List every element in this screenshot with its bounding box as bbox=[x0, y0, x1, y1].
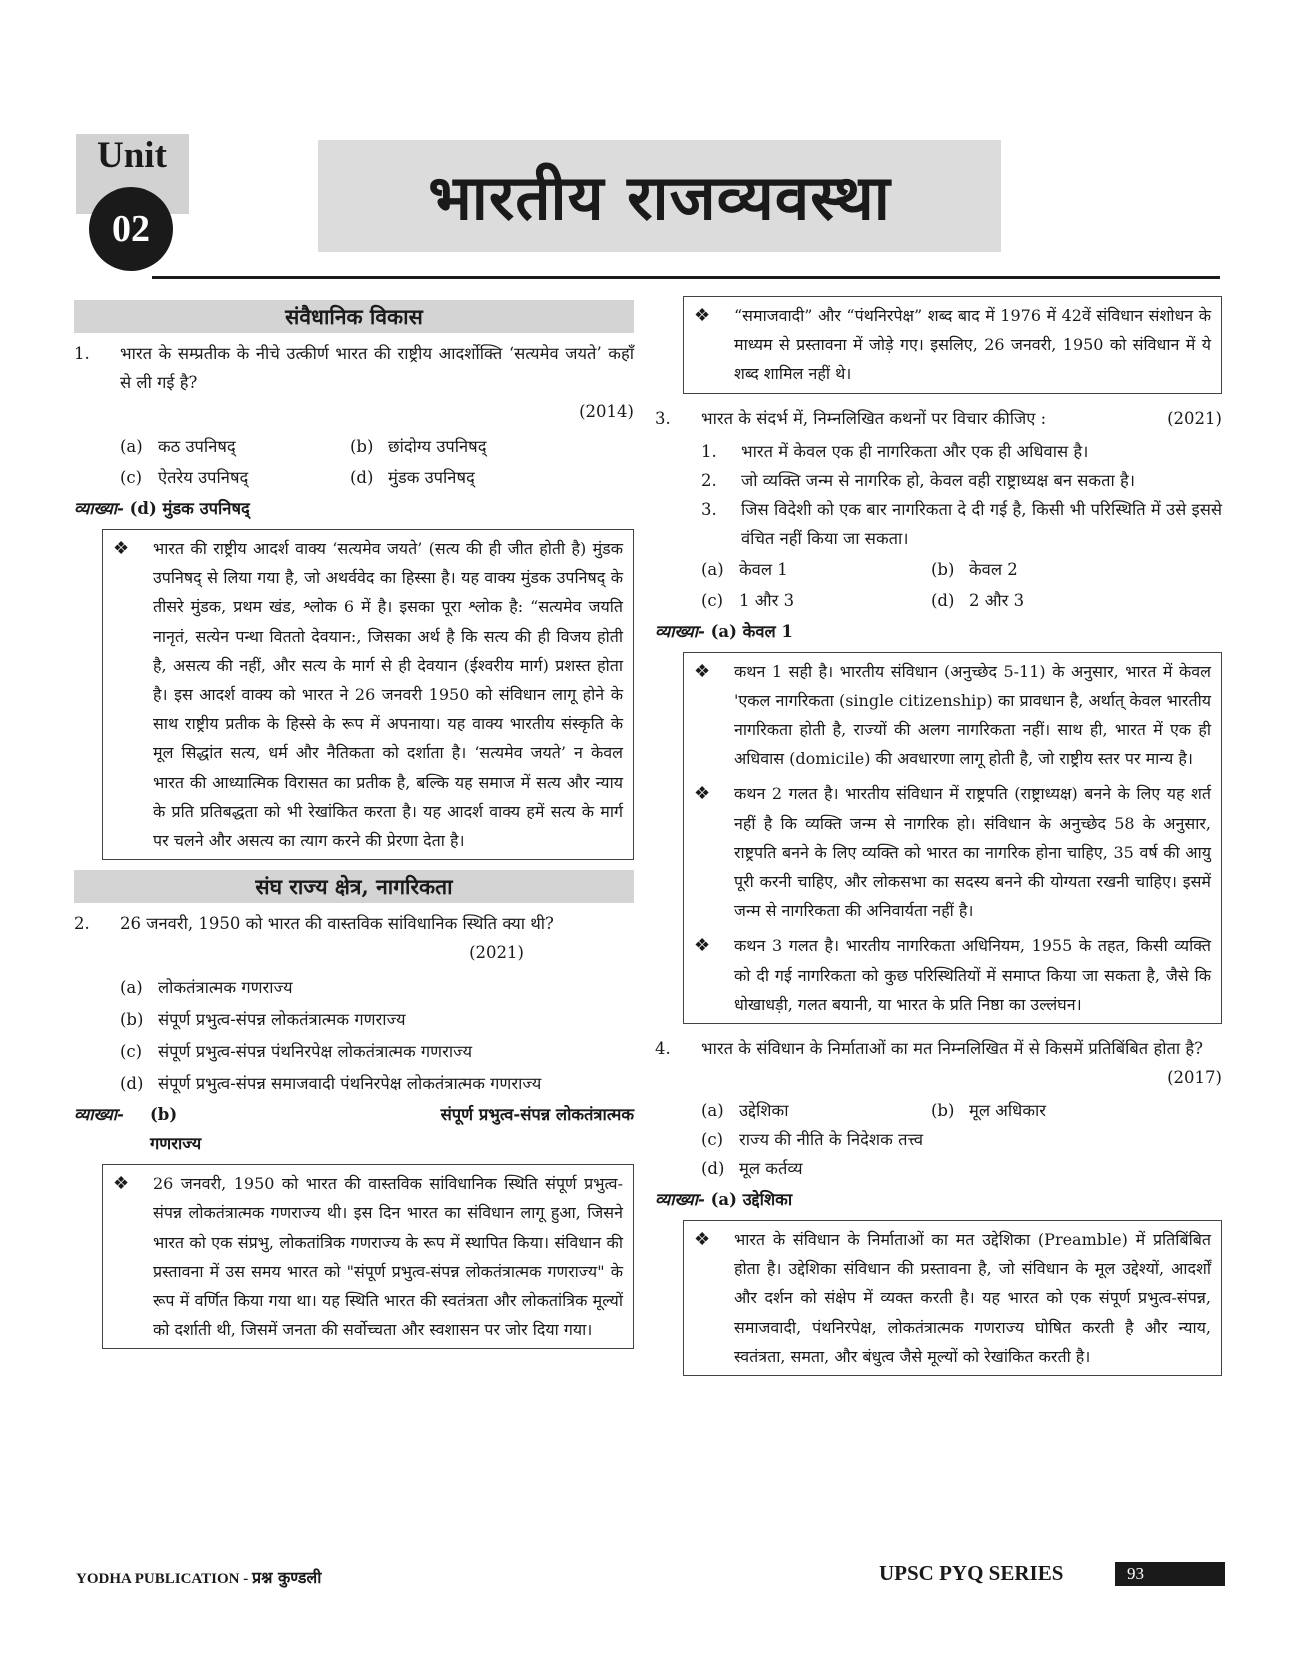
explanation-point: ❖ कथन 1 सही है। भारतीय संविधान (अनुच्छेद 5-11) के अनुसार, भारत में केवल 'एकल नागरिकता (single citizenship) का प्रावधान है, अर्थात् केवल भारतीय नागरिकता होती है, राज्यों की अलग नागरिकता नहीं। साथ ही, भारत में एक ही अधिवास (domicile) की अवधारणा लागू होती है, जो राष्ट्रीय स्तर पर मान्य है। bbox=[694, 657, 1211, 774]
explanation-box bbox=[683, 652, 1222, 1024]
question-year: (2021) bbox=[1167, 408, 1222, 428]
title-banner bbox=[318, 140, 1001, 252]
explanation-heading: व्याख्या- (b) संपूर्ण प्रभुत्व-संपन्न लोकतंत्रात्मक bbox=[74, 1105, 634, 1125]
option: (d) मुंडक उपनिषद् bbox=[350, 468, 475, 487]
explanation-box bbox=[102, 529, 634, 860]
option: (c) राज्य की नीति के निदेशक तत्त्व bbox=[701, 1130, 924, 1150]
options bbox=[655, 555, 1222, 615]
diamond-bullet-icon: ❖ bbox=[694, 660, 711, 682]
question-2 bbox=[74, 909, 634, 967]
explanation-heading: व्याख्या- (a) केवल 1 bbox=[655, 621, 793, 641]
question-year: (2014) bbox=[579, 402, 634, 421]
statements bbox=[655, 437, 1222, 553]
question-text: 26 जनवरी, 1950 को भारत की वास्तविक सांविधानिक स्थिति क्या थी? (2021) bbox=[120, 909, 634, 967]
option: (a) लोकतंत्रात्मक गणराज्य bbox=[120, 978, 293, 998]
page-number: 93 bbox=[1115, 1562, 1225, 1586]
question-4 bbox=[655, 1034, 1222, 1092]
statement: 2. जो व्यक्ति जन्म से नागरिक हो, केवल वही राष्ट्राध्यक्ष बन सकता है। bbox=[701, 470, 1136, 490]
option: (c) संपूर्ण प्रभुत्व-संपन्न पंथनिरपेक्ष लोकतंत्रात्मक गणराज्य bbox=[120, 1042, 473, 1062]
explanation-heading: व्याख्या- (d) मुंडक उपनिषद् bbox=[74, 499, 250, 518]
left-column bbox=[74, 296, 634, 1359]
diamond-bullet-icon: ❖ bbox=[694, 305, 711, 326]
option: (a) उद्देशिका bbox=[701, 1101, 789, 1121]
diamond-bullet-icon: ❖ bbox=[694, 1229, 711, 1251]
option: (d) मूल कर्तव्य bbox=[701, 1159, 803, 1179]
header-divider bbox=[152, 276, 1220, 279]
explanation-point: ❖ भारत की राष्ट्रीय आदर्श वाक्य ‘सत्यमेव जयते’ (सत्य की ही जीत होती है) मुंडक उपनिषद् से लिया गया है, जो अथर्ववेद का हिस्सा है। यह वाक्य मुंडक उपनिषद् के तीसरे मुंडक, प्रथम खंड, श्लोक 6 में है। इसका पूरा श्लोक है: “सत्यमेव जयति नानृतं, सत्येन पन्था विततो देवयान:, जिसका अर्थ है कि सत्य की ही विजय होती है, असत्य की नहीं, और सत्य के मार्ग से ही देवयान (ईश्वरीय मार्ग) प्रशस्त होता है। इस आदर्श वाक्य को भारत ने 26 जनवरी 1950 को संविधान लागू होने के साथ राष्ट्रीय प्रतीक के हिस्से के रूप में अपनाया। यह वाक्य भारतीय संस्कृति के मूल सिद्धांत सत्य, धर्म और नैतिकता को दर्शाता है। ‘सत्यमेव जयते’ न केवल भारत की आध्यात्मिक विरासत का प्रतीक है, बल्कि यह समाज में सत्य और न्याय के प्रति प्रतिबद्धता को भी रेखांकित करता है। यह आदर्श वाक्य हमें सत्य के मार्ग पर चलने और असत्य का त्याग करने की प्रेरणा देता है। bbox=[113, 534, 623, 855]
explanation-point: ❖ 26 जनवरी, 1950 को भारत की वास्तविक सांविधानिक स्थिति संपूर्ण प्रभुत्व-संपन्न लोकतंत्रात्मक गणराज्य थी। इस दिन भारत का संविधान लागू हुआ, जिसने भारत को एक संप्रभु, लोकतांत्रिक गणराज्य के रूप में स्थापित किया। संविधान की प्रस्तावना में उस समय भारत को "संपूर्ण प्रभुत्व-संपन्न लोकतंत्रात्मक गणराज्य" के रूप में वर्णित किया गया था। यह स्थिति भारत की स्वतंत्रता और लोकतांत्रिक मूल्यों को दर्शाती थी, जिसमें जनता की सर्वोच्चता और स्वशासन पर जोर दिया गया। bbox=[113, 1169, 623, 1344]
statement: 3. जिस विदेशी को एक बार नागरिकता दे दी गई है, किसी भी परिस्थिति में उसे इससे वंचित नहीं किया जा सकता। bbox=[701, 499, 1222, 548]
option: (b) केवल 2 bbox=[931, 559, 1018, 579]
explanation-heading: व्याख्या- (a) उद्देशिका bbox=[655, 1190, 793, 1210]
section-heading: संघ राज्य क्षेत्र, नागरिकता bbox=[74, 870, 634, 903]
question-3 bbox=[655, 404, 1222, 433]
option: (b) मूल अधिकार bbox=[931, 1101, 1047, 1121]
right-column bbox=[655, 296, 1222, 1386]
option: (a) कठ उपनिषद् bbox=[120, 437, 236, 456]
footer-publisher: YODHA PUBLICATION - प्रश्न कुण्डली bbox=[76, 1568, 322, 1587]
question-text: भारत के संविधान के निर्माताओं का मत निम्नलिखित में से किसमें प्रतिबिंबित होता है? (2017) bbox=[701, 1034, 1222, 1092]
question-year: (2021) bbox=[469, 943, 524, 963]
option: (c) 1 और 3 bbox=[701, 590, 795, 610]
unit-label: Unit bbox=[97, 135, 167, 176]
question-text: भारत के संदर्भ में, निम्नलिखित कथनों पर विचार कीजिए : (2021) bbox=[701, 404, 1222, 433]
explanation-box bbox=[102, 1164, 634, 1349]
option: (d) 2 और 3 bbox=[931, 590, 1025, 610]
diamond-bullet-icon: ❖ bbox=[694, 783, 711, 805]
question-number: 3. bbox=[655, 408, 671, 428]
option: (d) संपूर्ण प्रभुत्व-संपन्न समाजवादी पंथनिरपेक्ष लोकतंत्रात्मक गणराज्य bbox=[120, 1074, 542, 1094]
question-text: भारत के सम्प्रतीक के नीचे उत्कीर्ण भारत की राष्ट्रीय आदर्शोक्ति ‘सत्यमेव जयते’ कहाँ से ली गई है? (2014) bbox=[120, 339, 634, 426]
question-number: 1. bbox=[74, 344, 90, 363]
note-box bbox=[683, 296, 1222, 394]
footer-series: UPSC PYQ SERIES bbox=[879, 1561, 1064, 1585]
explanation-point: ❖ कथन 2 गलत है। भारतीय संविधान में राष्ट्रपति (राष्ट्राध्यक्ष) बनने के लिए यह शर्त नहीं है कि व्यक्ति जन्म से नागरिक हो। संविधान के अनुच्छेद 58 के अनुसार, राष्ट्रपति बनने के लिए व्यक्ति को भारत का नागरिक होना चाहिए, 35 वर्ष की आयु पूरी करनी चाहिए, और लोकसभा का सदस्य बनने की योग्यता रखनी चाहिए। इसमें जन्म से नागरिकता की अनिवार्यता नहीं है। bbox=[694, 779, 1211, 925]
question-1 bbox=[74, 339, 634, 426]
option: (b) संपूर्ण प्रभुत्व-संपन्न लोकतंत्रात्मक गणराज्य bbox=[120, 1010, 406, 1030]
diamond-bullet-icon: ❖ bbox=[113, 538, 130, 559]
options bbox=[655, 1096, 1222, 1125]
question-number: 4. bbox=[655, 1039, 671, 1059]
explanation-box bbox=[683, 1220, 1222, 1376]
option: (c) ऐतरेय उपनिषद् bbox=[120, 468, 249, 487]
diamond-bullet-icon: ❖ bbox=[694, 935, 711, 957]
diamond-bullet-icon: ❖ bbox=[113, 1173, 130, 1195]
explanation-point: ❖ कथन 3 गलत है। भारतीय नागरिकता अधिनियम, 1955 के तहत, किसी व्यक्ति को दी गई नागरिकता को कुछ परिस्थितियों में समाप्त किया जा सकता है, जैसे कि धोखाधड़ी, गलत बयानी, या भारत के प्रति निष्ठा का उल्लंघन। bbox=[694, 931, 1211, 1019]
explanation-answer-cont: गणराज्य bbox=[150, 1134, 202, 1154]
explanation-point: ❖ भारत के संविधान के निर्माताओं का मत उद्देशिका (Preamble) में प्रतिबिंबित होता है। उद्देशिका संविधान की प्रस्तावना है, जो संविधान के मूल उद्देश्यों, आदर्शों और दर्शन को संक्षेप में व्यक्त करती है। यह भारत को एक संपूर्ण प्रभुत्व-संपन्न, समाजवादी, पंथनिरपेक्ष, लोकतंत्रात्मक गणराज्य घोषित करती है और न्याय, स्वतंत्रता, समता, और बंधुत्व जैसे मूल्यों को रेखांकित करती है। bbox=[694, 1225, 1211, 1371]
unit-number: 02 bbox=[89, 187, 173, 271]
explanation-point: ❖ “समाजवादी” और “पंथनिरपेक्ष” शब्द बाद में 1976 में 42वें संविधान संशोधन के माध्यम से प्रस्तावना में जोड़े गए। इसलिए, 26 जनवरी, 1950 को संविधान में ये शब्द शामिल नहीं थे। bbox=[694, 301, 1211, 389]
statement: 1. भारत में केवल एक ही नागरिकता और एक ही अधिवास है। bbox=[701, 441, 1089, 461]
option: (a) केवल 1 bbox=[701, 559, 788, 579]
section-heading: संवैधानिक विकास bbox=[74, 300, 634, 333]
option: (b) छांदोग्य उपनिषद् bbox=[350, 437, 487, 456]
options bbox=[655, 1125, 1222, 1183]
page-title: भारतीय राजव्यवस्था bbox=[428, 161, 891, 234]
options bbox=[74, 973, 634, 1098]
question-number: 2. bbox=[74, 914, 90, 934]
question-year: (2017) bbox=[1167, 1068, 1222, 1088]
options bbox=[74, 432, 634, 492]
